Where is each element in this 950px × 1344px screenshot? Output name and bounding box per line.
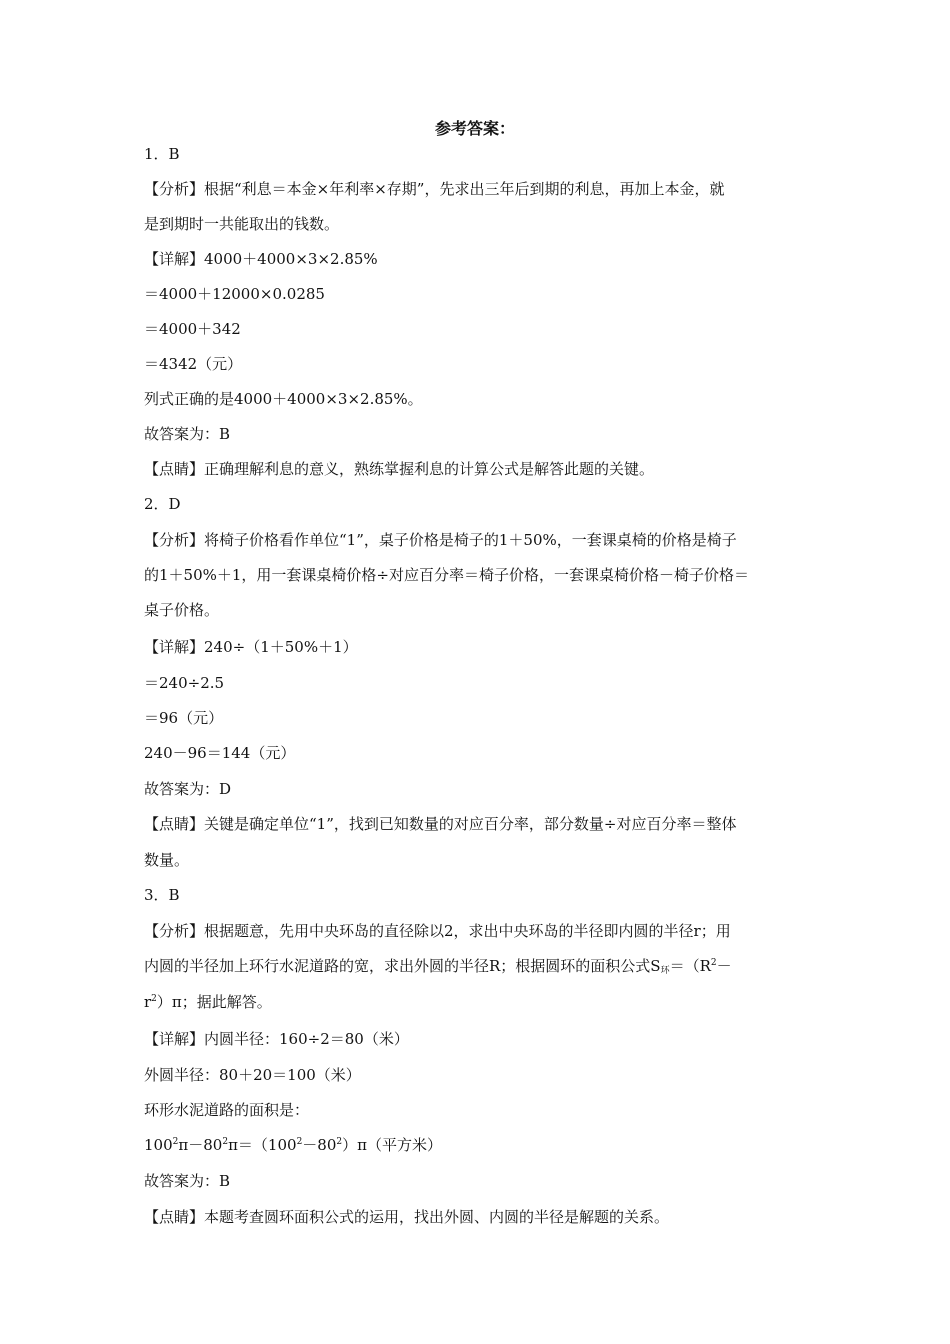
q3-analysis-line-3 — [144, 991, 272, 1013]
q2-detail-line-4: 240－96＝144（元） — [144, 744, 296, 762]
q3-formula-text: －80 — [302, 1136, 337, 1154]
q3-analysis-text: ）π；据此解答。 — [156, 993, 272, 1011]
q2-analysis-line-3: 桌子价格。 — [144, 601, 220, 619]
q2-analysis-line-1: 【分析】将椅子价格看作单位“1”，桌子价格是椅子的1＋50%，一套课桌椅的价格是椅子 — [144, 531, 737, 549]
q3-analysis-text: 内圆的半径加上环行水泥道路的宽，求出外圆的半径R；根据圆环的面积公式S — [144, 957, 661, 975]
q3-formula-text: π＝（100 — [228, 1136, 297, 1154]
q3-final-answer: 故答案为：B — [144, 1172, 231, 1190]
q3-analysis-text: ＝（R — [669, 957, 711, 975]
q1-answer: 1．B — [144, 145, 180, 163]
superscript-exponent: 2 — [151, 994, 157, 1004]
q3-analysis-text: r — [144, 993, 152, 1011]
subscript-ring: 环 — [660, 966, 670, 976]
q3-analysis-text: － — [716, 957, 732, 975]
superscript-exponent: 2 — [336, 1137, 343, 1147]
q2-final-answer: 故答案为：D — [144, 780, 232, 798]
q1-analysis-line-2: 是到期时一共能取出的钱数。 — [144, 215, 340, 233]
q3-detail-line-2: 外圆半径：80＋20＝100（米） — [144, 1066, 361, 1084]
q3-detail-line-3: 环形水泥道路的面积是： — [144, 1101, 310, 1119]
q3-formula-text: 100 — [144, 1136, 173, 1154]
q3-analysis-line-2 — [144, 955, 732, 977]
q3-formula-text: ）π（平方米） — [342, 1136, 442, 1154]
q3-comment: 【点睛】本题考查圆环面积公式的运用，找出外圆、内圆的半径是解题的关系。 — [144, 1208, 670, 1226]
superscript-exponent: 2 — [710, 958, 717, 968]
q3-detail-line-1: 【详解】内圆半径：160÷2＝80（米） — [144, 1030, 409, 1048]
superscript-exponent: 2 — [296, 1137, 303, 1147]
q2-answer: 2．D — [144, 495, 181, 513]
q2-analysis-line-2: 的1＋50%＋1，用一套课桌椅价格÷对应百分率＝椅子价格，一套课桌椅价格－椅子价格＝ — [144, 566, 749, 584]
q3-analysis-line-1: 【分析】根据题意，先用中央环岛的直径除以2，求出中央环岛的半径即内圆的半径r；用 — [144, 922, 731, 940]
superscript-exponent: 2 — [172, 1137, 179, 1147]
q1-comment: 【点睛】正确理解利息的意义，熟练掌握利息的计算公式是解答此题的关键。 — [144, 460, 655, 478]
q2-detail-line-2: ＝240÷2.5 — [144, 674, 225, 692]
q3-answer: 3．B — [144, 886, 180, 904]
q1-final-answer: 故答案为：B — [144, 425, 231, 443]
q3-formula-text: π－80 — [178, 1136, 223, 1154]
q1-analysis-line-1: 【分析】根据“利息＝本金×年利率×存期”，先求出三年后到期的利息，再加上本金，就 — [144, 180, 725, 198]
q2-detail-line-1: 【详解】240÷（1＋50%＋1） — [144, 638, 358, 656]
q1-detail-line-1: 【详解】4000＋4000×3×2.85% — [144, 250, 378, 268]
q1-detail-line-3: ＝4000＋342 — [144, 320, 241, 338]
q2-detail-line-3: ＝96（元） — [144, 709, 224, 727]
q2-comment-line-2: 数量。 — [144, 851, 190, 869]
page-title: 参考答案： — [434, 119, 515, 138]
q1-detail-line-4: ＝4342（元） — [144, 355, 243, 373]
q3-detail-line-4 — [144, 1134, 442, 1156]
q1-detail-line-2: ＝4000＋12000×0.0285 — [144, 285, 325, 303]
q1-detail-line-5: 列式正确的是4000＋4000×3×2.85%。 — [144, 390, 423, 408]
superscript-exponent: 2 — [222, 1137, 229, 1147]
q2-comment-line-1: 【点睛】关键是确定单位“1”，找到已知数量的对应百分率，部分数量÷对应百分率＝整体 — [144, 815, 737, 833]
